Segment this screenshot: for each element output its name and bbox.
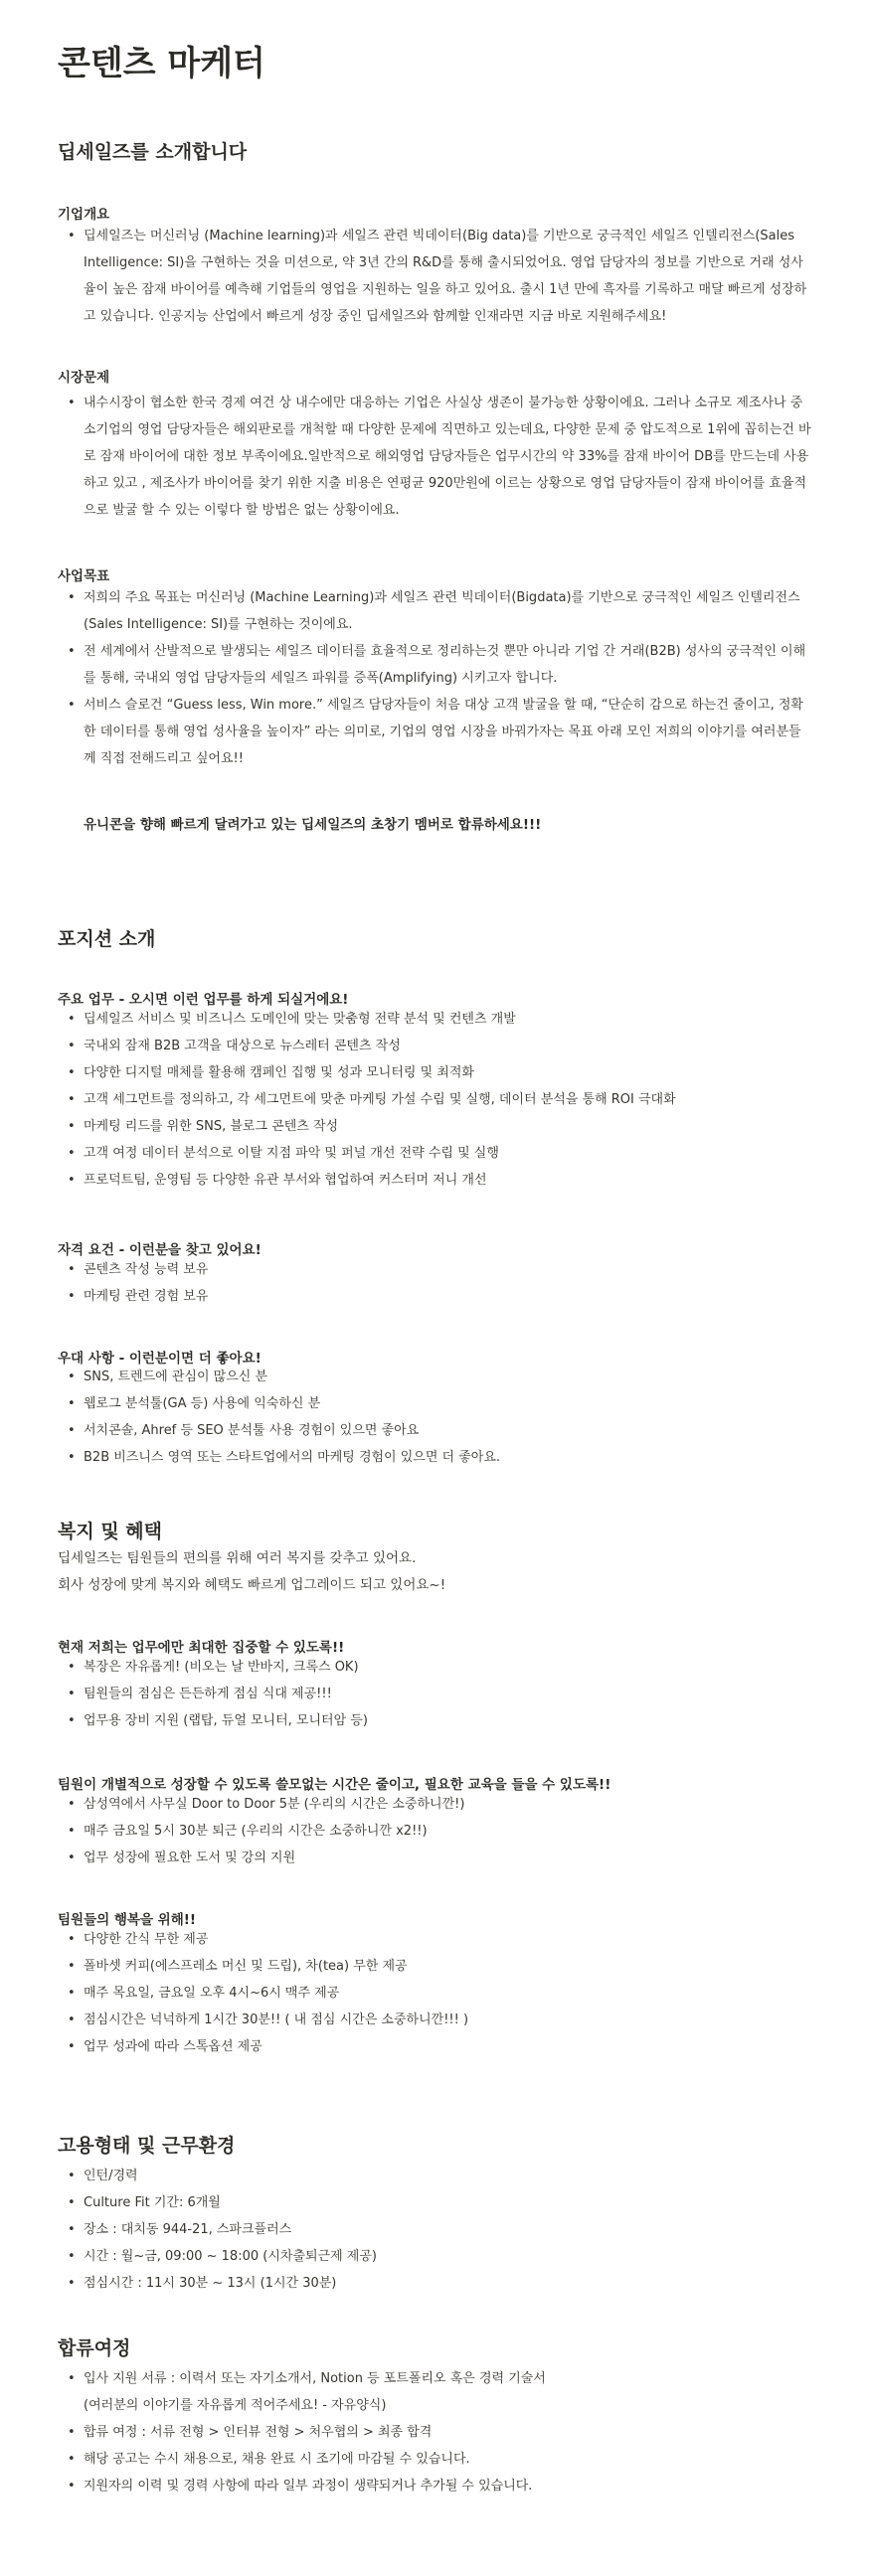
preferred-list — [58, 1364, 813, 1471]
list-item: • 업무 성장에 필요한 도서 및 강의 지원 — [58, 1845, 813, 1871]
business-goals-list — [58, 584, 813, 772]
list-item: • 매주 금요일 5시 30분 퇴근 (우리의 시간은 소중하니깐 x2!!) — [58, 1818, 813, 1845]
requirements-label: 자격 요건 - 이런분을 찾고 있어요! — [58, 1242, 261, 1258]
list-item: • 삼성역에서 사무실 Door to Door 5분 (우리의 시간은 소중하니깐!) — [58, 1791, 813, 1818]
list-item: • 프로덕트팀, 운영팀 등 다양한 유관 부서와 협업하여 커스터머 저니 개선 — [58, 1167, 813, 1194]
market-problem-list — [58, 390, 813, 524]
list-item: • 다양한 디지털 매체를 활용해 캠페인 집행 및 성과 모니터링 및 최적화 — [58, 1059, 813, 1086]
section-heading-process: 합류여정 — [58, 2337, 131, 2359]
list-item: • 지원자의 이력 및 경력 사항에 따라 일부 과정이 생략되거나 추가될 수 있습니다. — [58, 2473, 813, 2499]
company-overview-label: 기업개요 — [58, 207, 110, 223]
preferred-label: 우대 사항 - 이런분이면 더 좋아요! — [58, 1351, 261, 1367]
list-item: • 콘텐츠 작성 능력 보유 — [58, 1256, 813, 1283]
section-heading-intro: 딥세일즈를 소개합니다 — [58, 141, 248, 163]
section-heading-employment: 고용형태 및 근무환경 — [58, 2135, 236, 2157]
list-item: • 저희의 주요 목표는 머신러닝 (Machine Learning)과 세일즈 관련 빅데이터(Bigdata)를 기반으로 궁극적인 세일즈 인텔리전스(Sales Intelligence: SI)를 구현하는 것이에요. — [58, 584, 813, 638]
list-item: • 서비스 슬로건 “Guess less, Win more.” 세일즈 담당자들이 처음 대상 고객 발굴을 할 때, “단순히 감으로 하는건 줄이고, 정확한 데이터를 통해 영업 성사율을 높이자” 라는 의미로, 기업의 영업 시장을 바꿔가자는 목표 아래 모인 저희의 이야기를 여러분들께 직접 전해드리고 싶어요!! — [58, 692, 813, 772]
list-item: • 딥세일즈 서비스 및 비즈니스 도메인에 맞는 맞춤형 전략 분석 및 컨텐츠 개발 — [58, 1006, 813, 1033]
section-heading-benefits: 복지 및 혜택 — [58, 1521, 162, 1542]
section-heading-position: 포지션 소개 — [58, 928, 156, 950]
list-item: • 복장은 자유롭게! (비오는 날 반바지, 크록스 OK) — [58, 1654, 813, 1681]
list-item: • 해당 공고는 수시 채용으로, 채용 완료 시 조기에 마감될 수 있습니다. — [58, 2446, 813, 2473]
happiness-list — [58, 1926, 813, 2060]
duties-label: 주요 업무 - 오시면 이런 업무를 하게 되실거에요! — [58, 992, 349, 1008]
list-item: • 업무 성과에 따라 스톡옵션 제공 — [58, 2033, 813, 2060]
list-item: • 폴바셋 커피(에스프레소 머신 및 드립), 차(tea) 무한 제공 — [58, 1953, 813, 1980]
growth-list — [58, 1791, 813, 1871]
join-callout: 유니콘을 향해 빠르게 달려가고 있는 딥세일즈의 초창기 멤버로 합류하세요!!! — [84, 817, 542, 833]
duties-list — [58, 1006, 813, 1194]
process-list — [58, 2365, 813, 2499]
market-problem-label: 시장문제 — [58, 370, 110, 386]
benefits-intro-line-2: 회사 성장에 맞게 복지와 혜택도 빠르게 업그레이드 되고 있어요~! — [58, 1577, 446, 1593]
list-item: • 고객 세그먼트를 정의하고, 각 세그먼트에 맞춘 마케팅 가설 수립 및 실행, 데이터 분석을 통해 ROI 극대화 — [58, 1086, 813, 1113]
list-item: • 합류 여정 : 서류 전형 > 인터뷰 전형 > 처우협의 > 최종 합격 — [58, 2419, 813, 2446]
list-item: • 국내외 잠재 B2B 고객을 대상으로 뉴스레터 콘텐츠 작성 — [58, 1033, 813, 1059]
list-item: • 시간 : 월~금, 09:00 ~ 18:00 (시차출퇴근제 제공) — [58, 2243, 813, 2270]
happiness-label: 팀원들의 행복을 위해!! — [58, 1912, 197, 1928]
list-item: • SNS, 트렌드에 관심이 많으신 분 — [58, 1364, 813, 1390]
list-item: • B2B 비즈니스 영역 또는 스타트업에서의 마케팅 경험이 있으면 더 좋아요. — [58, 1444, 813, 1471]
list-item: • 점심시간 : 11시 30분 ~ 13시 (1시간 30분) — [58, 2270, 813, 2297]
list-item: • 웹로그 분석툴(GA 등) 사용에 익숙하신 분 — [58, 1390, 813, 1417]
focus-list — [58, 1654, 813, 1734]
list-item: • 점심시간은 넉넉하게 1시간 30분!! ( 내 점심 시간은 소중하니깐!!! ) — [58, 2007, 813, 2033]
list-item: • Culture Fit 기간: 6개월 — [58, 2189, 813, 2216]
list-item: • 서치콘솔, Ahref 등 SEO 분석툴 사용 경험이 있으면 좋아요 — [58, 1417, 813, 1444]
growth-label: 팀원이 개별적으로 성장할 수 있도록 쓸모없는 시간은 줄이고, 필요한 교육을 들을 수 있도록!! — [58, 1777, 611, 1793]
company-overview-list — [58, 223, 813, 330]
requirements-list — [58, 1256, 813, 1310]
focus-label: 현재 저희는 업무에만 최대한 집중할 수 있도록!! — [58, 1640, 345, 1656]
list-item: • 마케팅 관련 경험 보유 — [58, 1283, 813, 1310]
list-item: • 팀원들의 점심은 든든하게 점심 식대 제공!!! — [58, 1681, 813, 1707]
list-item: • 내수시장이 협소한 한국 경제 여건 상 내수에만 대응하는 기업은 사실상 생존이 불가능한 상황이에요. 그러나 소규모 제조사나 중소기업의 영업 담당자들은 해외판로를 개척할 때 다양한 문제에 직면하고 있는데요, 다양한 문제 중 압도적으로 1위에 꼽히는건 바로 잠재 바이어에 대한 정보 부족이에요.일반적으로 해외영업 담당자들은 업무시간의 약 33%를 잠재 바이어 DB를 만드는데 사용하고 있고 , 제조사가 바이어를 찾기 위한 지출 비용은 연평균 920만원에 이르는 상황으로 영업 담당자들이 잠재 바이어를 효율적으로 발굴 할 수 있는 이렇다 할 방법은 없는 상황이에요. — [58, 390, 813, 524]
list-item: • 업무용 장비 지원 (랩탑, 듀얼 모니터, 모니터암 등) — [58, 1707, 813, 1734]
benefits-intro-line-1: 딥세일즈는 팀원들의 편의를 위해 여러 복지를 갖추고 있어요. — [58, 1550, 417, 1566]
list-item: • 장소 : 대치동 944-21, 스파크플러스 — [58, 2216, 813, 2243]
list-item: • 고객 여정 데이터 분석으로 이탈 지점 파악 및 퍼널 개선 전략 수립 및 실행 — [58, 1140, 813, 1167]
list-item: • 전 세계에서 산발적으로 발생되는 세일즈 데이터를 효율적으로 정리하는것 뿐만 아니라 기업 간 거래(B2B) 성사의 궁극적인 이해를 통해, 국내외 영업 담당자들의 세일즈 파워를 증폭(Amplifying) 시키고자 합니다. — [58, 638, 813, 692]
list-item: • 딥세일즈는 머신러닝 (Machine learning)과 세일즈 관련 빅데이터(Big data)를 기반으로 궁극적인 세일즈 인텔리전스(Sales Intelligence: SI)을 구현하는 것을 미션으로, 약 3년 간의 R&D를 통해 출시되었어요. 영업 담당자의 정보를 기반으로 거래 성사율이 높은 잠재 바이어를 예측해 기업들의 영업을 지원하는 일을 하고 있어요. 출시 1년 만에 흑자를 기록하고 매달 빠르게 성장하고 있습니다. 인공지능 산업에서 빠르게 성장 중인 딥세일즈와 함께할 인재라면 지금 바로 지원해주세요! — [58, 223, 813, 330]
list-item: • 입사 지원 서류 : 이력서 또는 자기소개서, Notion 등 포트폴리오 혹은 경력 기술서 — [58, 2365, 813, 2392]
employment-list — [58, 2163, 813, 2297]
list-item: • 마케팅 리드를 위한 SNS, 블로그 콘텐츠 작성 — [58, 1113, 813, 1140]
list-item-continuation: (여러분의 이야기를 자유롭게 적어주세요! - 자유양식) — [84, 2398, 387, 2413]
business-goals-label: 사업목표 — [58, 568, 110, 584]
list-item: • 매주 목요일, 금요일 오후 4시~6시 맥주 제공 — [58, 1980, 813, 2007]
list-item: • 다양한 간식 무한 제공 — [58, 1926, 813, 1953]
page-title: 콘텐츠 마케터 — [58, 44, 265, 83]
list-item: • 인턴/경력 — [58, 2163, 813, 2189]
